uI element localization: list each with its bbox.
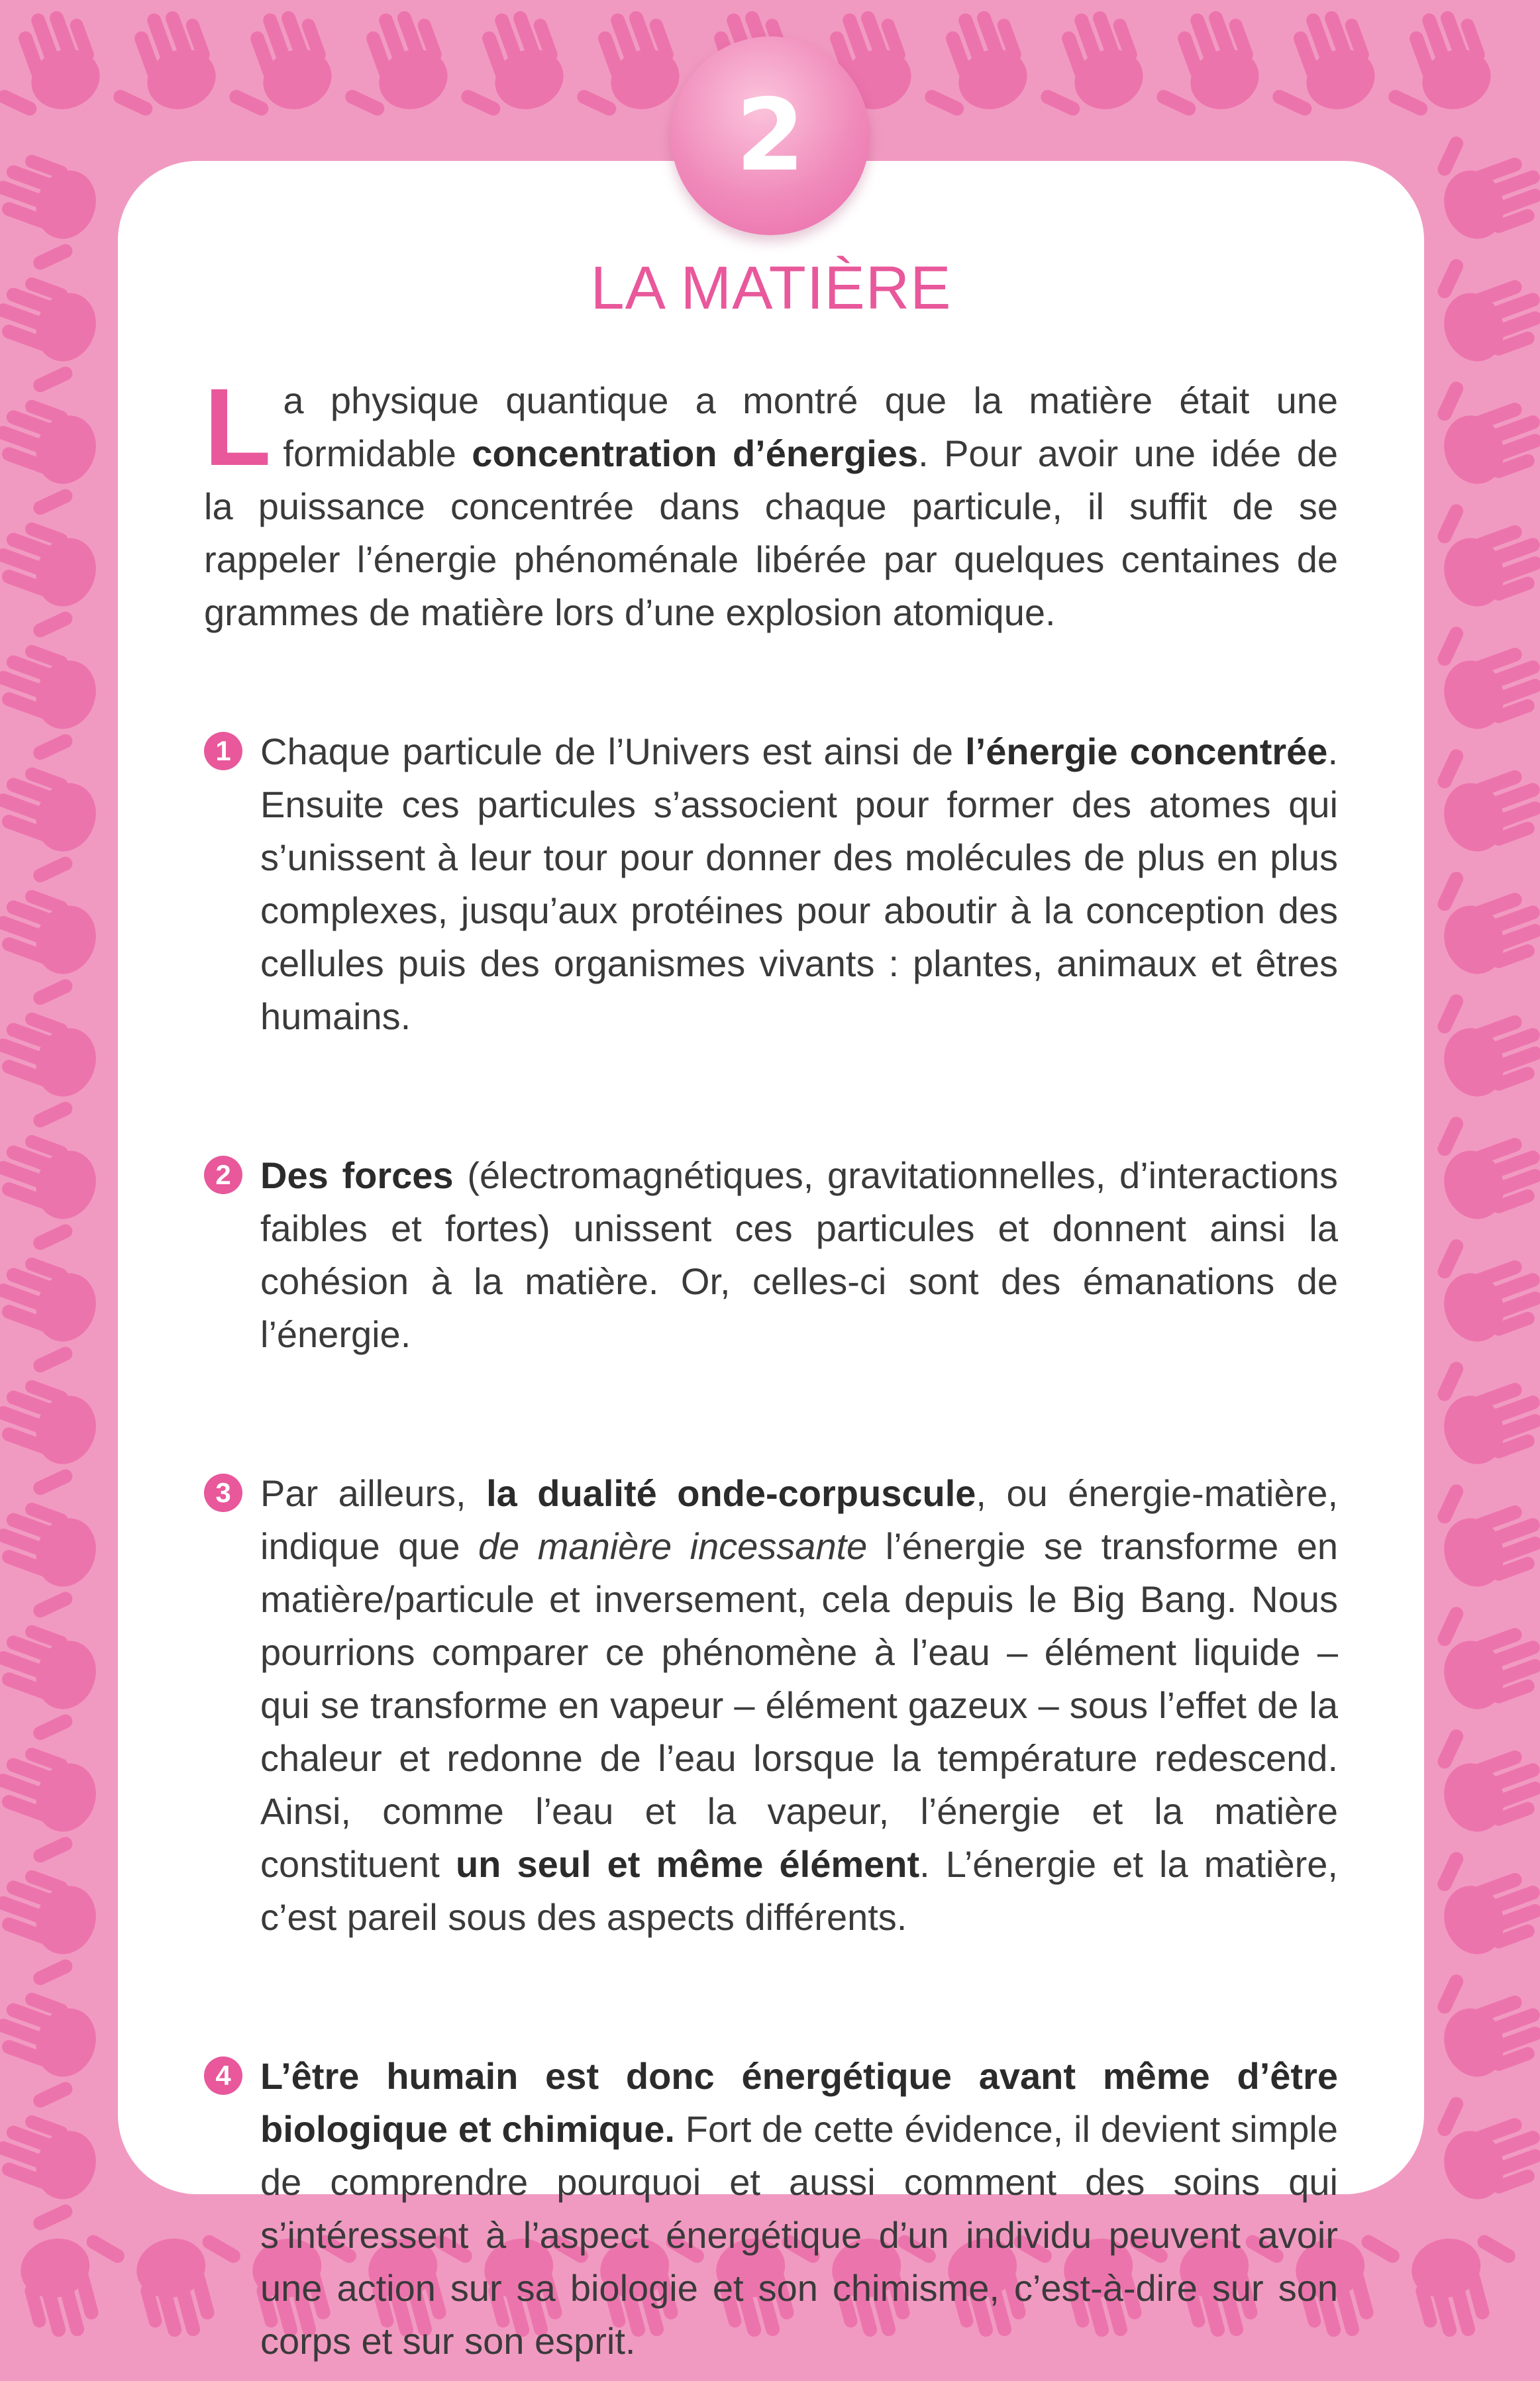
hand-print-icon: [0, 270, 105, 406]
bold-phrase: l’énergie concentrée: [965, 731, 1328, 772]
hand-print-icon: [1421, 601, 1540, 738]
bold-phrase: un seul et même élément: [455, 1843, 920, 1885]
hand-print-icon: [1131, 0, 1268, 132]
content-card: [118, 78, 1424, 2362]
intro-paragraph: La physique quantique a montré que la matière était une formidable concentration d’énergies. Pour avoir une idée de la puissance concentrée dans chaque particule, il suffit de se rappeler l’énergie phénoménale libérée par quelques centaines de grammes de matière lors d’une explosion atomique.: [204, 366, 1338, 633]
hand-print-icon: [1421, 479, 1540, 615]
numbered-paragraph-4: 4 L’être humain est donc énergétique avant même d’être biologique et chimique. Fort de cette évidence, il devient simple de comprendre pourquoi et aussi comment des soins qui s’intéressent à l’aspect énergétique d’un individu peuvent avoir une action sur sa biologie et son chimisme, c’est-à-dire sur son corps et sur son esprit.: [204, 2050, 1338, 2368]
number-marker: 4: [204, 2056, 242, 2095]
italic-phrase: de manière incessante: [478, 1525, 868, 1567]
hand-print-icon: [1421, 1582, 1540, 1718]
hand-print-icon: [0, 1005, 105, 1141]
hand-print-icon: [0, 1372, 105, 1509]
hand-print-icon: [1421, 846, 1540, 983]
hand-print-icon: [0, 1740, 105, 1876]
hand-print-icon: [1421, 1949, 1540, 2086]
numbered-paragraph-1: 1 Chaque particule de l’Univers est ainsi de l’énergie concentrée. Ensuite ces particules s’associent pour former des atomes qui s’unissent à leur tour pour donner des molécules de plus en plus complexes, jusqu’aux protéines pour aboutir à la conception des cellules puis des organismes vivants : plantes, animaux et êtres humains.: [204, 725, 1338, 1043]
hand-print-icon: [0, 0, 109, 132]
hand-print-icon: [0, 760, 105, 896]
hand-print-icon: [0, 1617, 105, 1754]
hand-print-icon: [0, 1862, 105, 1999]
hand-print-icon: [1421, 234, 1540, 370]
hand-print-icon: [1421, 1704, 1540, 1841]
numbered-paragraph-3: 3 Par ailleurs, la dualité onde-corpuscule, ou énergie-matière, indique que de manière incessante l’énergie se transforme en matière/particule et inversement, cela depuis le Big Bang. Nous pourrions comparer ce phénomène à l’eau – élément liquide – qui se transforme en vapeur – élément gazeux – sous l’effet de la chaleur et redonne de l’eau lorsque la température redescend. Ainsi, comme l’eau et la vapeur, l’énergie et la matière constituent un seul et même élément. L’énergie et la matière, c’est pareil sous des aspects différents.: [204, 1467, 1338, 1944]
bold-phrase: la dualité onde-corpuscule: [486, 1472, 976, 1514]
hand-print-icon: [1421, 969, 1540, 1105]
hand-print-icon: [1421, 1337, 1540, 1473]
hand-print-icon: [1404, 2221, 1535, 2347]
chapter-badge: [671, 36, 870, 235]
body-text: [204, 366, 1339, 2368]
hand-print-icon: [0, 392, 105, 529]
hand-print-icon: [1247, 0, 1384, 132]
hand-print-icon: [899, 0, 1036, 132]
hand-print-icon: [204, 0, 340, 132]
drop-cap: L: [204, 366, 272, 489]
number-marker: 3: [204, 1474, 242, 1512]
hand-print-icon: [0, 1250, 105, 1386]
hand-print-icon: [0, 882, 105, 1019]
hand-print-icon: [1421, 1459, 1540, 1596]
hand-print-icon: [0, 1495, 105, 1631]
hand-print-icon: [0, 1127, 105, 1264]
bold-phrase: Des forces: [260, 1154, 454, 1196]
hand-print-icon: [436, 0, 572, 132]
hand-print-icon: [320, 0, 456, 132]
bold-phrase: L’être humain est donc énergétique avant même d’être biologique et chimique.: [260, 2055, 1338, 2150]
number-marker: 1: [204, 732, 242, 770]
hand-print-icon: [552, 0, 688, 132]
hand-print-icon: [0, 1985, 105, 2121]
page-title: LA MATIÈRE: [590, 254, 952, 322]
hand-print-icon: [1015, 0, 1152, 132]
hand-print-icon: [1421, 356, 1540, 493]
hand-print-icon: [1421, 1214, 1540, 1350]
hand-print-icon: [0, 515, 105, 651]
number-marker: 2: [204, 1156, 242, 1194]
hand-print-icon: [1421, 724, 1540, 860]
hand-print-icon: [1363, 0, 1500, 132]
hand-print-icon: [88, 0, 225, 132]
hand-print-icon: [1421, 1091, 1540, 1228]
hand-print-icon: [13, 2221, 144, 2347]
hand-print-icon: [0, 2107, 105, 2244]
chapter-number: 2: [735, 78, 805, 193]
numbered-paragraph-2: 2 Des forces (électromagnétiques, gravitationnelles, d’interactions faibles et fortes) unissent ces particules et donnent ainsi la cohésion à la matière. Or, celles-ci sont des émanations de l’énergie.: [204, 1149, 1338, 1361]
hand-print-icon: [1421, 1827, 1540, 1963]
hand-print-icon: [1421, 2072, 1540, 2208]
hand-print-icon: [0, 147, 105, 283]
hand-print-icon: [0, 637, 105, 774]
bold-phrase: concentration d’énergies: [472, 432, 919, 474]
hand-print-icon: [1421, 111, 1540, 248]
